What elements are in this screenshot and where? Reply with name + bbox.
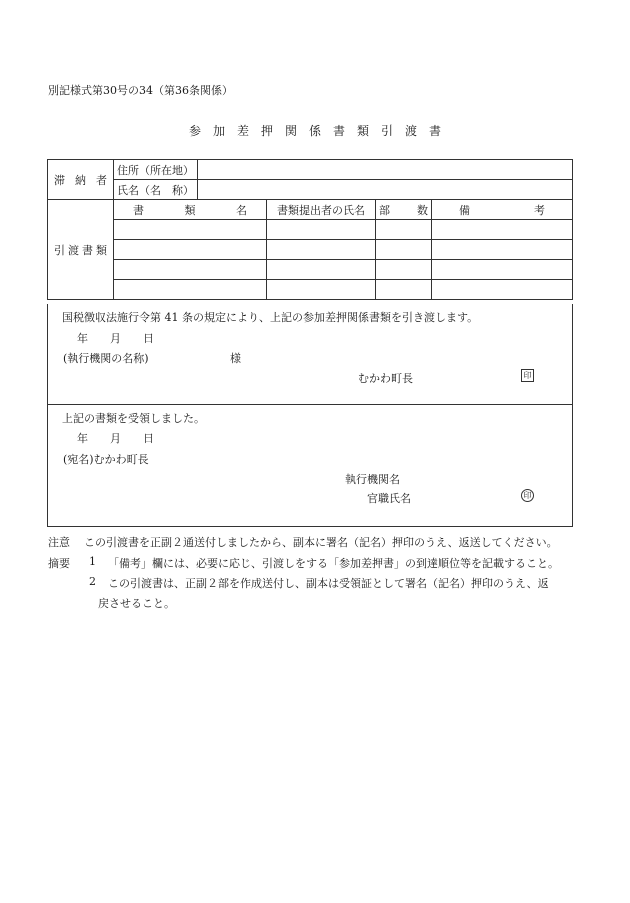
taxpayer-label-cell: [48, 160, 114, 200]
documents-label: 引渡書類: [54, 243, 107, 257]
cell-remarks[interactable]: [432, 240, 573, 260]
form-reference: 別記様式第30号の34（第36条関係）: [48, 84, 233, 97]
header-remarks: 備考: [459, 203, 545, 217]
cell-document-name[interactable]: [114, 240, 267, 260]
cell-remarks[interactable]: [432, 280, 573, 300]
receipt-org-label: 執行機関名: [345, 473, 400, 486]
header-submitter: 書類提出者の氏名: [267, 200, 376, 220]
cell-copies[interactable]: [376, 240, 432, 260]
cell-submitter[interactable]: [267, 260, 376, 280]
document-row: [48, 260, 573, 280]
taxpayer-label: 滞納者: [54, 173, 107, 187]
address-row: [48, 160, 573, 180]
cell-submitter[interactable]: [267, 220, 376, 240]
cell-submitter[interactable]: [267, 240, 376, 260]
name-label: 氏名（名 称）: [114, 180, 198, 200]
documents-label-cell: [48, 200, 114, 300]
cell-submitter[interactable]: [267, 280, 376, 300]
receipt-addressee: (宛名)むかわ町長: [63, 453, 149, 466]
document-row: [48, 240, 573, 260]
summary-item1-text: 「備考」欄には、必要に応じ、引渡しをする「参加差押書」の到達順位等を記載すること。: [108, 557, 559, 570]
header-document-name: 書類名: [133, 203, 247, 217]
summary-item2-text-line2: 戻させること。: [98, 597, 175, 610]
delivery-sender: むかわ町長: [358, 372, 413, 385]
receipt-official-label: 官職氏名: [367, 492, 411, 505]
delivery-addressee: (執行機関の名称): [63, 352, 149, 365]
cell-copies[interactable]: [376, 260, 432, 280]
delivery-honorific: 様: [230, 352, 241, 365]
document-row: [48, 280, 573, 300]
document-row: [48, 220, 573, 240]
header-copies-cell: [376, 200, 432, 220]
address-label: 住所（所在地）: [114, 160, 198, 180]
delivery-statement: 国税徴収法施行令第 41 条の規定により、上記の参加差押関係書類を引き渡します。: [62, 311, 479, 324]
caution-text: この引渡書を正副２通送付しましたから、副本に署名（記名）押印のうえ、返送してください。: [84, 536, 558, 549]
caution-label: 注意: [48, 536, 70, 549]
delivery-seal: 印: [521, 369, 534, 382]
cell-document-name[interactable]: [114, 220, 267, 240]
documents-header-row: [48, 200, 573, 220]
summary-item1-number: 1: [89, 555, 96, 568]
cell-document-name[interactable]: [114, 260, 267, 280]
header-copies: 部数: [379, 203, 428, 217]
address-value[interactable]: [198, 160, 573, 180]
summary-label: 摘要: [48, 557, 70, 570]
document-title: 参加差押関係書類引渡書: [188, 124, 453, 138]
cell-copies[interactable]: [376, 280, 432, 300]
cell-document-name[interactable]: [114, 280, 267, 300]
header-document-name-cell: [114, 200, 267, 220]
receipt-seal: 印: [521, 489, 534, 502]
documents-table: [47, 159, 573, 300]
header-remarks-cell: [432, 200, 573, 220]
delivery-date: 年 月 日: [77, 332, 154, 345]
name-value[interactable]: [198, 180, 573, 200]
name-row: [48, 180, 573, 200]
summary-item2-number: 2: [89, 575, 96, 588]
receipt-statement: 上記の書類を受領しました。: [62, 412, 205, 425]
cell-remarks[interactable]: [432, 260, 573, 280]
receipt-date: 年 月 日: [77, 432, 154, 445]
summary-item2-text-line1: この引渡書は、正副２部を作成送付し、副本は受領証として署名（記名）押印のうえ、返: [108, 577, 549, 590]
cell-copies[interactable]: [376, 220, 432, 240]
cell-remarks[interactable]: [432, 220, 573, 240]
